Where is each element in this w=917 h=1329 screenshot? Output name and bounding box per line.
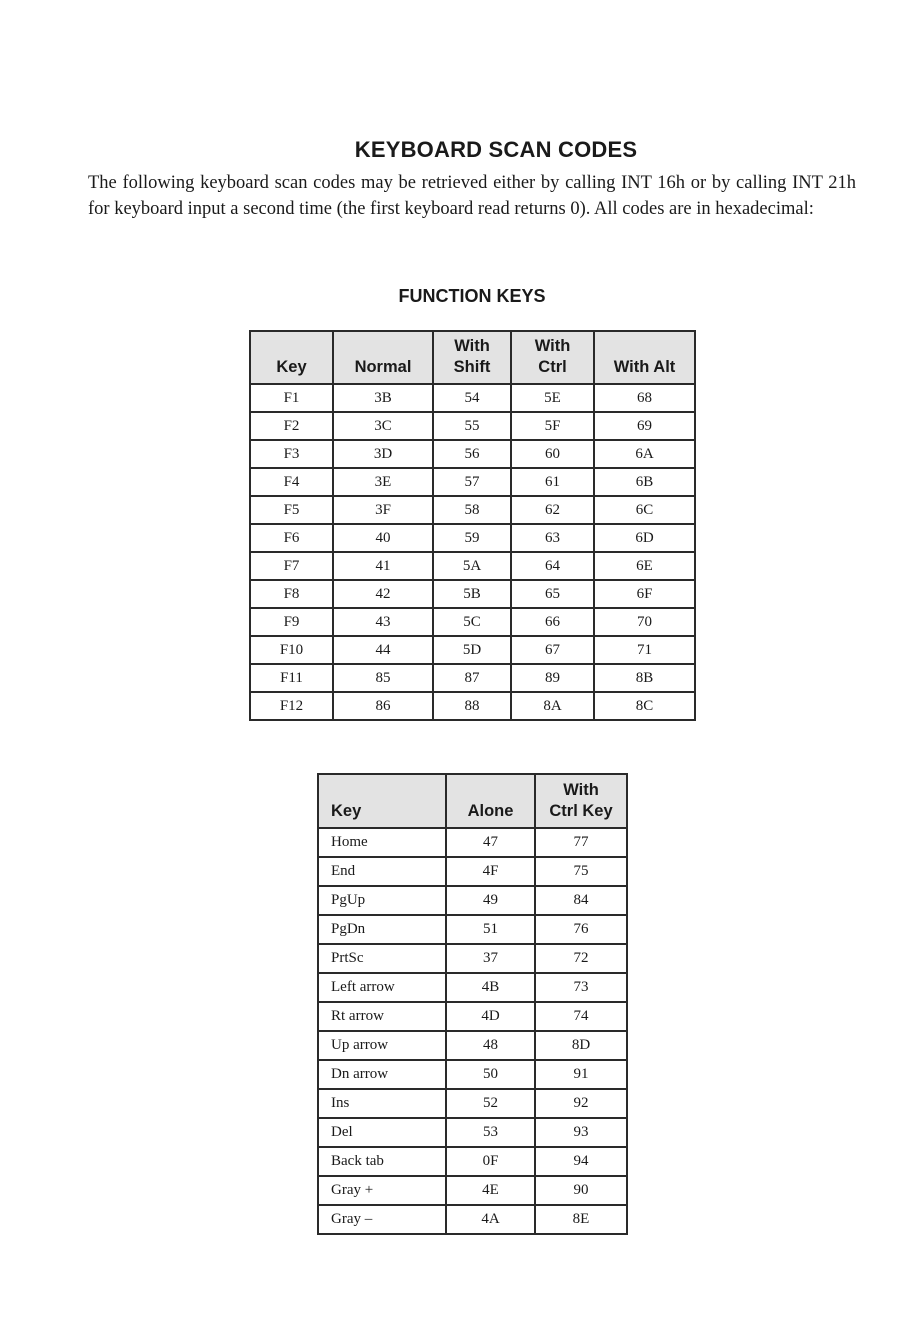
cell-with-shift: 5C <box>433 608 511 636</box>
table-row <box>318 1118 627 1147</box>
cell-key: F4 <box>250 468 333 496</box>
cell-key: Gray – <box>318 1205 446 1234</box>
column-header-with-ctrl-line1: With <box>534 337 571 355</box>
table-header-row <box>318 774 627 828</box>
cell-normal: 44 <box>333 636 433 664</box>
cell-with-ctrl-key: 94 <box>535 1147 627 1176</box>
cell-alone: 0F <box>446 1147 535 1176</box>
table-row <box>250 552 695 580</box>
cell-alone: 53 <box>446 1118 535 1147</box>
cell-key: Up arrow <box>318 1031 446 1060</box>
table-row <box>318 886 627 915</box>
cell-with-alt: 6D <box>594 524 695 552</box>
cell-key: F2 <box>250 412 333 440</box>
column-header-normal: Normal <box>333 331 433 384</box>
cell-normal: 3B <box>333 384 433 412</box>
cell-key: F9 <box>250 608 333 636</box>
cell-key: Ins <box>318 1089 446 1118</box>
cell-with-ctrl-key: 75 <box>535 857 627 886</box>
cell-with-shift: 57 <box>433 468 511 496</box>
cell-with-alt: 6B <box>594 468 695 496</box>
column-header-with-ctrl-line2: Ctrl <box>538 358 567 376</box>
cell-with-shift: 55 <box>433 412 511 440</box>
cell-with-alt: 6A <box>594 440 695 468</box>
cell-normal: 42 <box>333 580 433 608</box>
cell-with-shift: 5A <box>433 552 511 580</box>
table-row <box>318 915 627 944</box>
cell-with-alt: 6E <box>594 552 695 580</box>
cell-with-alt: 6C <box>594 496 695 524</box>
cell-with-ctrl-key: 77 <box>535 828 627 857</box>
cell-alone: 47 <box>446 828 535 857</box>
cell-key: F10 <box>250 636 333 664</box>
table-row <box>318 857 627 886</box>
column-header-with-ctrl <box>511 331 594 384</box>
cell-with-ctrl: 63 <box>511 524 594 552</box>
table-row <box>318 1089 627 1118</box>
cell-key: Del <box>318 1118 446 1147</box>
cell-with-alt: 71 <box>594 636 695 664</box>
cell-with-ctrl-key: 90 <box>535 1176 627 1205</box>
table-row <box>250 440 695 468</box>
cell-normal: 3C <box>333 412 433 440</box>
cell-normal: 86 <box>333 692 433 720</box>
cell-key: Home <box>318 828 446 857</box>
cell-with-ctrl: 64 <box>511 552 594 580</box>
cell-normal: 3D <box>333 440 433 468</box>
cell-with-alt: 6F <box>594 580 695 608</box>
cell-with-ctrl-key: 8D <box>535 1031 627 1060</box>
cell-with-ctrl-key: 76 <box>535 915 627 944</box>
column-header-with-ctrl-key <box>535 774 627 828</box>
table-row <box>318 1060 627 1089</box>
cell-key: Gray + <box>318 1176 446 1205</box>
cell-with-ctrl: 5F <box>511 412 594 440</box>
cell-key: PgUp <box>318 886 446 915</box>
cell-normal: 40 <box>333 524 433 552</box>
column-header-with-ctrl-key-line1: With <box>563 781 599 799</box>
cell-with-ctrl-key: 72 <box>535 944 627 973</box>
table-row <box>250 636 695 664</box>
cell-normal: 85 <box>333 664 433 692</box>
cell-with-shift: 5D <box>433 636 511 664</box>
cell-with-alt: 68 <box>594 384 695 412</box>
table-row <box>250 524 695 552</box>
cell-alone: 4E <box>446 1176 535 1205</box>
cell-with-ctrl: 60 <box>511 440 594 468</box>
intro-paragraph: The following keyboard scan codes may be retrieved either by calling INT 16h or by calling INT 21h for keyboard input a second time (the first keyboard read returns 0). All codes are in hexadecimal: <box>88 173 856 219</box>
table-row <box>318 973 627 1002</box>
table-row <box>250 412 695 440</box>
table-row <box>250 580 695 608</box>
cell-key: F7 <box>250 552 333 580</box>
cell-key: PrtSc <box>318 944 446 973</box>
cell-key: Rt arrow <box>318 1002 446 1031</box>
cell-with-shift: 88 <box>433 692 511 720</box>
page-title: KEYBOARD SCAN CODES <box>354 137 638 162</box>
column-header-key: Key <box>318 774 446 828</box>
table-row <box>318 1205 627 1234</box>
cell-with-alt: 69 <box>594 412 695 440</box>
cell-with-ctrl: 89 <box>511 664 594 692</box>
cell-alone: 49 <box>446 886 535 915</box>
table-row <box>250 608 695 636</box>
table-row <box>250 692 695 720</box>
cell-with-shift: 56 <box>433 440 511 468</box>
cell-alone: 51 <box>446 915 535 944</box>
cell-with-alt: 8C <box>594 692 695 720</box>
cell-key: F1 <box>250 384 333 412</box>
cell-normal: 43 <box>333 608 433 636</box>
table-row <box>318 1031 627 1060</box>
table-row <box>318 944 627 973</box>
column-header-key: Key <box>250 331 333 384</box>
cell-with-ctrl: 61 <box>511 468 594 496</box>
cell-with-ctrl-key: 93 <box>535 1118 627 1147</box>
cell-alone: 37 <box>446 944 535 973</box>
cell-key: F11 <box>250 664 333 692</box>
table-row <box>318 1176 627 1205</box>
cell-key: End <box>318 857 446 886</box>
cell-key: F12 <box>250 692 333 720</box>
cell-with-ctrl: 65 <box>511 580 594 608</box>
cell-normal: 3F <box>333 496 433 524</box>
cell-with-shift: 5B <box>433 580 511 608</box>
table-row <box>250 664 695 692</box>
navigation-keys-table <box>317 773 628 1235</box>
table-header-row <box>250 331 695 384</box>
cell-with-ctrl-key: 8E <box>535 1205 627 1234</box>
cell-normal: 41 <box>333 552 433 580</box>
cell-alone: 4B <box>446 973 535 1002</box>
cell-with-shift: 54 <box>433 384 511 412</box>
cell-with-ctrl-key: 74 <box>535 1002 627 1031</box>
column-header-with-shift <box>433 331 511 384</box>
cell-with-shift: 87 <box>433 664 511 692</box>
cell-with-shift: 59 <box>433 524 511 552</box>
table-row <box>318 828 627 857</box>
cell-key: Left arrow <box>318 973 446 1002</box>
cell-key: PgDn <box>318 915 446 944</box>
cell-with-alt: 8B <box>594 664 695 692</box>
column-header-with-ctrl-key-line2: Ctrl Key <box>549 802 613 820</box>
cell-with-alt: 70 <box>594 608 695 636</box>
cell-with-ctrl-key: 84 <box>535 886 627 915</box>
cell-with-ctrl: 66 <box>511 608 594 636</box>
cell-key: F5 <box>250 496 333 524</box>
cell-key: F8 <box>250 580 333 608</box>
column-header-with-alt: With Alt <box>594 331 695 384</box>
cell-key: F6 <box>250 524 333 552</box>
cell-with-ctrl: 62 <box>511 496 594 524</box>
cell-normal: 3E <box>333 468 433 496</box>
function-keys-heading: FUNCTION KEYS <box>398 286 546 306</box>
cell-alone: 4F <box>446 857 535 886</box>
cell-with-shift: 58 <box>433 496 511 524</box>
function-keys-table <box>249 330 696 721</box>
cell-key: Back tab <box>318 1147 446 1176</box>
table-row <box>318 1147 627 1176</box>
table-row <box>250 496 695 524</box>
column-header-with-shift-line1: With <box>454 337 490 355</box>
cell-alone: 48 <box>446 1031 535 1060</box>
cell-with-ctrl-key: 92 <box>535 1089 627 1118</box>
column-header-alone: Alone <box>446 774 535 828</box>
table-row <box>318 1002 627 1031</box>
cell-with-ctrl: 67 <box>511 636 594 664</box>
cell-with-ctrl-key: 91 <box>535 1060 627 1089</box>
table-row <box>250 384 695 412</box>
cell-key: Dn arrow <box>318 1060 446 1089</box>
cell-with-ctrl: 5E <box>511 384 594 412</box>
cell-with-ctrl: 8A <box>511 692 594 720</box>
cell-alone: 52 <box>446 1089 535 1118</box>
cell-key: F3 <box>250 440 333 468</box>
table-row <box>250 468 695 496</box>
cell-alone: 50 <box>446 1060 535 1089</box>
cell-with-ctrl-key: 73 <box>535 973 627 1002</box>
cell-alone: 4A <box>446 1205 535 1234</box>
column-header-with-shift-line2: Shift <box>453 358 491 376</box>
cell-alone: 4D <box>446 1002 535 1031</box>
